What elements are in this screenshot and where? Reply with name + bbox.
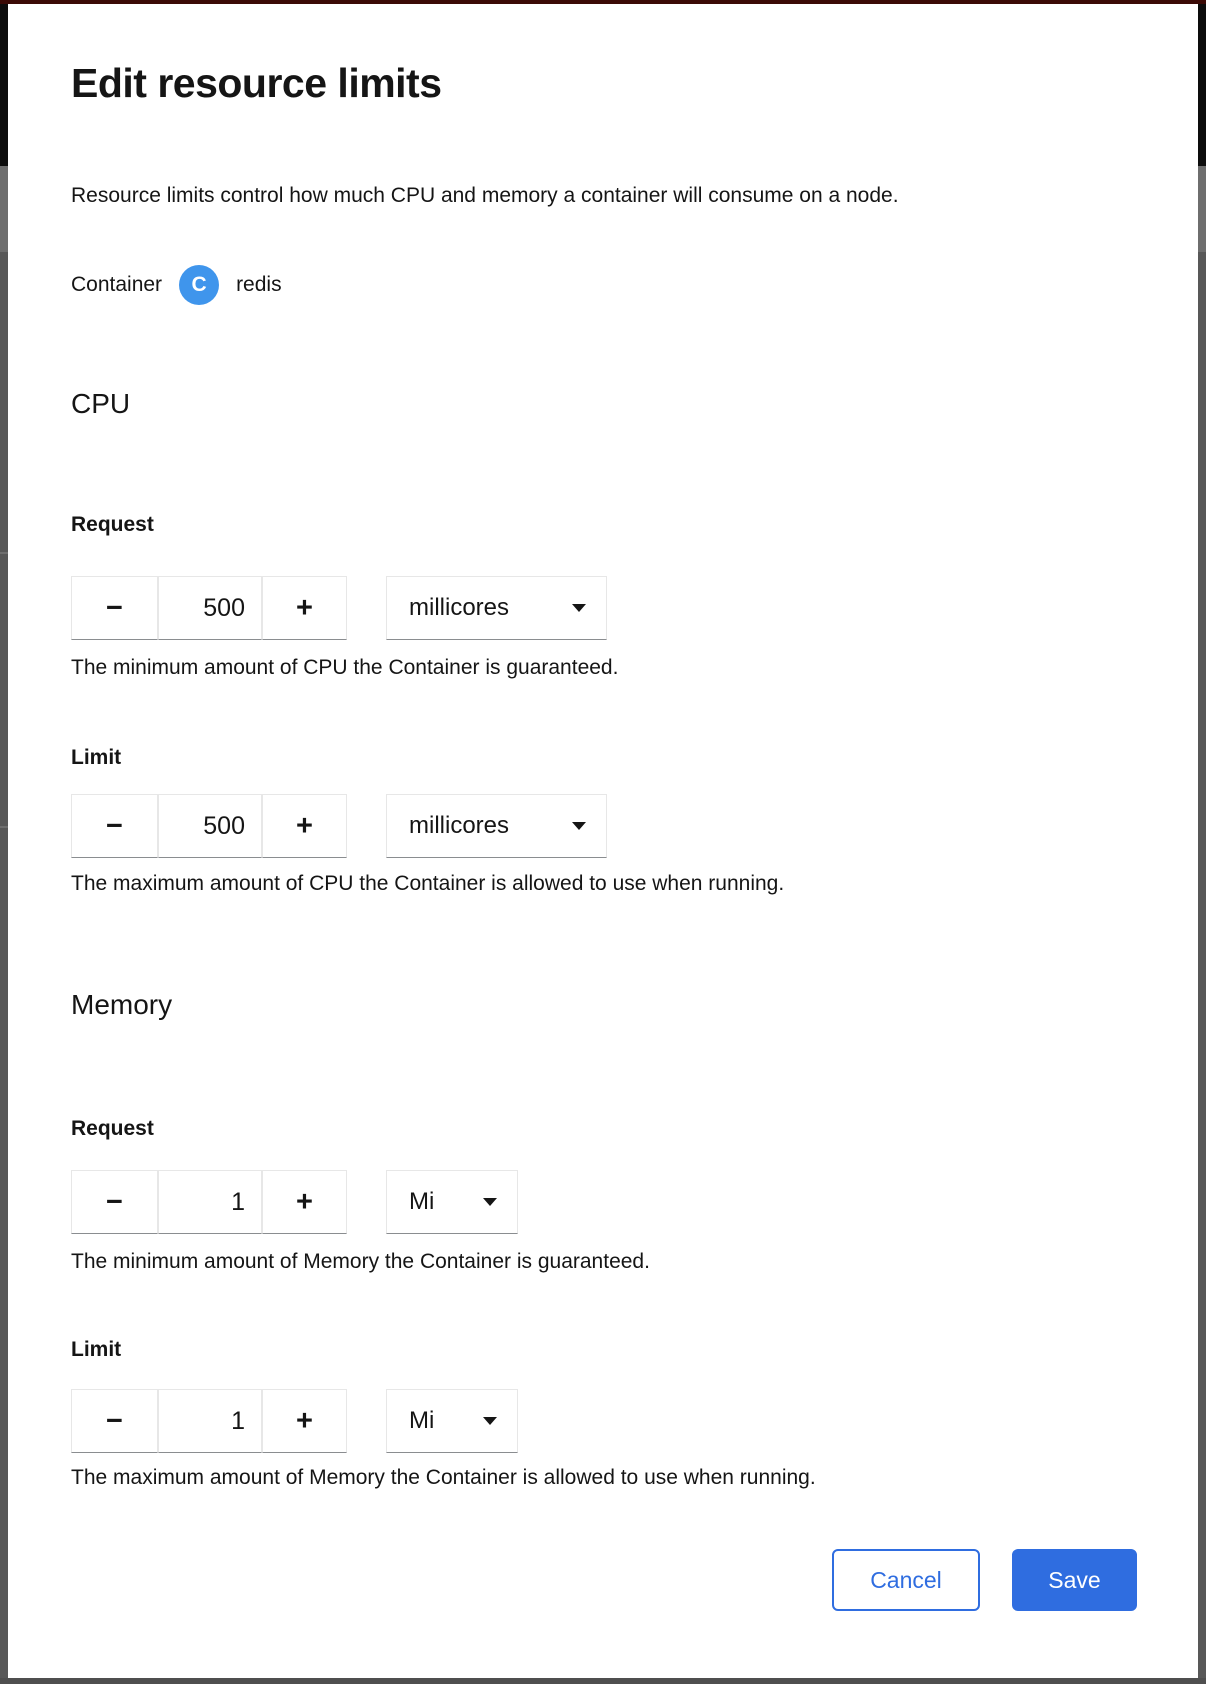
cpu-limit-value-input[interactable]: 500 — [158, 794, 262, 858]
minus-button[interactable] — [71, 576, 158, 640]
page-toolbar-sliver — [1198, 166, 1206, 252]
plus-icon: + — [296, 591, 313, 624]
memory-request-help-text: The minimum amount of Memory the Container is guaranteed. — [71, 1250, 650, 1273]
caret-down-icon — [483, 1417, 497, 1425]
memory-request-label: Request — [71, 1117, 154, 1140]
memory-limit-value-input[interactable]: 1 — [158, 1389, 262, 1453]
memory-request-field — [71, 1170, 518, 1234]
container-row — [71, 264, 282, 306]
memory-limit-unit-value: Mi — [409, 1407, 435, 1434]
memory-limit-stepper — [71, 1389, 347, 1453]
edit-resource-limits-modal — [8, 4, 1198, 1678]
caret-down-icon — [483, 1198, 497, 1206]
cpu-request-stepper — [71, 576, 347, 640]
page-masthead-sliver — [1198, 4, 1206, 166]
minus-button[interactable] — [71, 1389, 158, 1453]
save-button[interactable]: Save — [1012, 1549, 1137, 1611]
plus-icon: + — [296, 1404, 313, 1437]
section-heading-cpu: CPU — [71, 388, 131, 419]
page-bottom-edge — [0, 1678, 1206, 1684]
cpu-request-label: Request — [71, 513, 154, 536]
plus-button[interactable] — [262, 1170, 347, 1234]
cpu-limit-label: Limit — [71, 746, 122, 769]
caret-down-icon — [572, 822, 586, 830]
memory-limit-unit-select[interactable] — [386, 1389, 518, 1453]
plus-button[interactable] — [262, 794, 347, 858]
minus-icon: − — [106, 1185, 123, 1218]
plus-button[interactable] — [262, 576, 347, 640]
section-heading-memory: Memory — [71, 989, 173, 1020]
memory-request-unit-value: Mi — [409, 1188, 435, 1215]
plus-button[interactable] — [262, 1389, 347, 1453]
page-right-edge — [1198, 4, 1206, 1678]
cpu-request-unit-select[interactable] — [386, 576, 607, 640]
minus-button[interactable] — [71, 1170, 158, 1234]
memory-request-stepper — [71, 1170, 347, 1234]
container-badge-icon: C — [179, 265, 219, 305]
cpu-request-help-text: The minimum amount of CPU the Container is guaranteed. — [71, 656, 619, 679]
page-divider — [0, 826, 8, 828]
plus-icon: + — [296, 1185, 313, 1218]
plus-icon: + — [296, 809, 313, 842]
cpu-limit-field — [71, 794, 607, 858]
page-left-edge — [0, 4, 8, 1678]
minus-icon: − — [106, 1404, 123, 1437]
page-title: Edit resource limits — [71, 60, 442, 106]
minus-icon: − — [106, 809, 123, 842]
cpu-request-unit-value: millicores — [409, 594, 510, 621]
cpu-limit-unit-select[interactable] — [386, 794, 607, 858]
cpu-limit-help-text: The maximum amount of CPU the Container is allowed to use when running. — [71, 872, 785, 895]
memory-limit-label: Limit — [71, 1338, 122, 1361]
caret-down-icon — [572, 604, 586, 612]
modal-description: Resource limits control how much CPU and memory a container will consume on a node. — [71, 184, 899, 207]
page-masthead-sliver — [0, 4, 8, 166]
cpu-limit-stepper — [71, 794, 347, 858]
cpu-request-value-input[interactable]: 500 — [158, 576, 262, 640]
cpu-request-field — [71, 576, 607, 640]
container-label: Container — [71, 273, 163, 296]
minus-button[interactable] — [71, 794, 158, 858]
memory-limit-help-text: The maximum amount of Memory the Container is allowed to use when running. — [71, 1466, 816, 1489]
page-divider — [0, 552, 8, 554]
minus-icon: − — [106, 591, 123, 624]
memory-request-value-input[interactable]: 1 — [158, 1170, 262, 1234]
cancel-button[interactable]: Cancel — [832, 1549, 980, 1611]
memory-limit-field — [71, 1389, 518, 1453]
memory-request-unit-select[interactable] — [386, 1170, 518, 1234]
container-name: redis — [236, 273, 282, 296]
page-toolbar-sliver — [0, 166, 8, 252]
cpu-limit-unit-value: millicores — [409, 812, 510, 839]
modal-footer — [832, 1549, 1137, 1611]
